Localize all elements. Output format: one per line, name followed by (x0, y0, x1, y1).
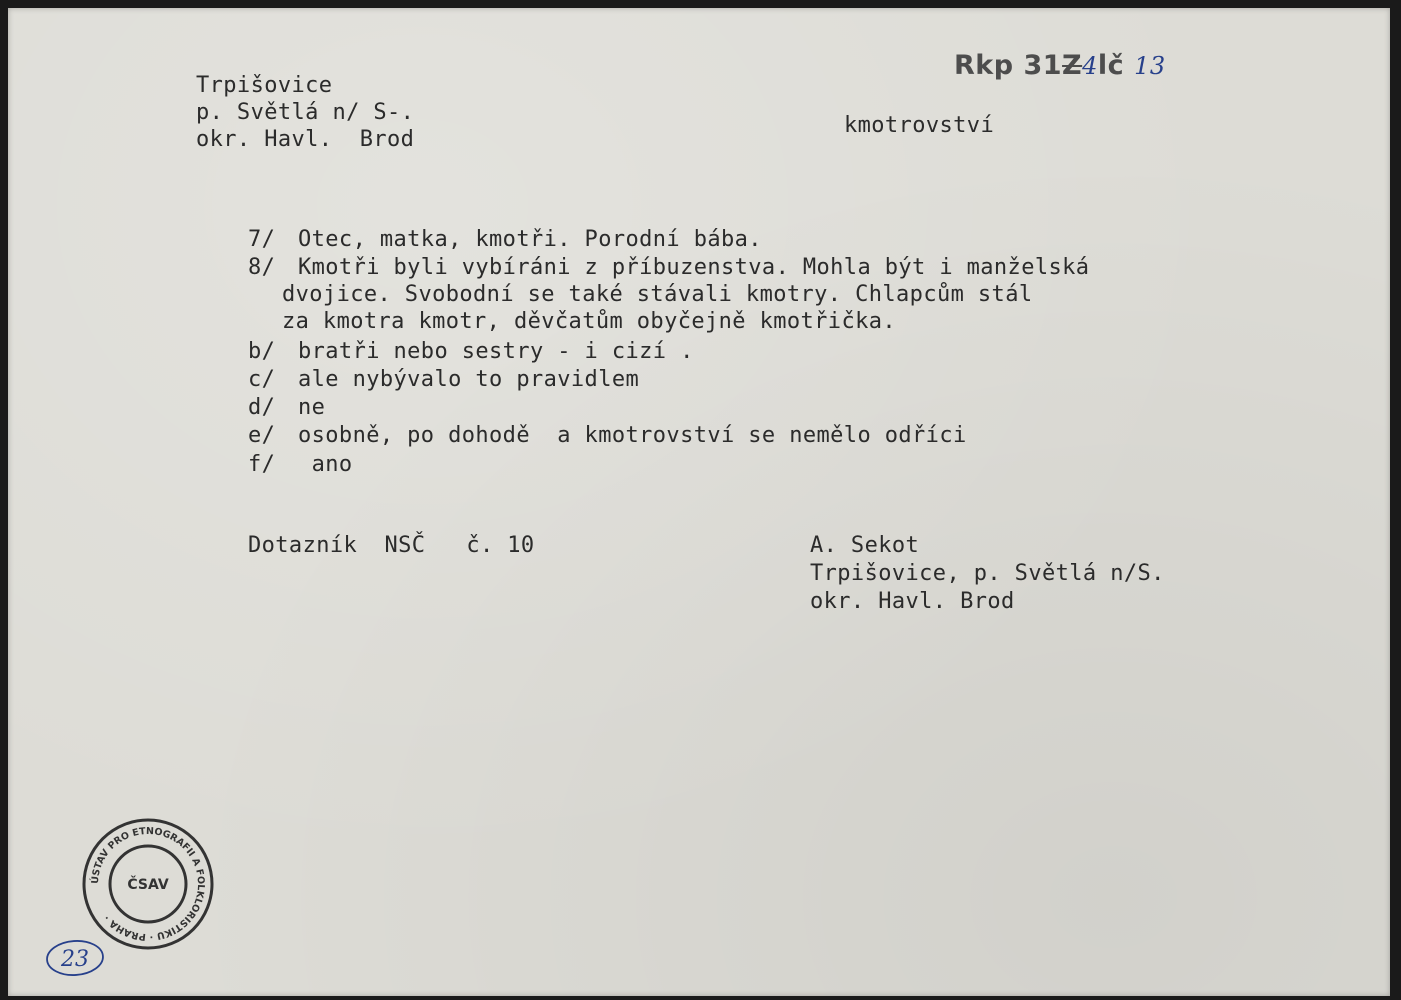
page-number: 23 (61, 947, 89, 972)
answer-label: c/ (248, 367, 276, 392)
place-line: p. Světlá n/ S-. (196, 100, 415, 125)
page-number-circle (44, 938, 106, 978)
answer-text: osobně, po dohodě a kmotrovství se nemělo odříci (298, 423, 967, 448)
answer-text: dvojice. Svobodní se také stávali kmotry. Chlapcům stál (282, 282, 1033, 307)
author-line: Trpišovice, p. Světlá n/S. (810, 561, 1165, 586)
answer-label: b/ (248, 339, 276, 364)
shelfmark-struck-digit: Z (1062, 50, 1083, 81)
shelfmark-suffix: lč (1097, 50, 1125, 81)
shelfmark-handwritten-correction: 4 (1082, 52, 1098, 80)
author-line: okr. Havl. Brod (810, 589, 1015, 614)
answer-label: 7/ (248, 227, 276, 252)
answer-label: f/ (248, 452, 276, 477)
shelfmark (954, 50, 1166, 81)
author-line: A. Sekot (810, 533, 920, 558)
shelfmark-prefix: Rkp 31 (954, 50, 1063, 81)
answer-text: ne (298, 395, 326, 420)
institution-stamp (80, 816, 216, 952)
archive-card (8, 8, 1390, 996)
questionnaire-reference: Dotazník NSČ č. 10 (248, 533, 535, 558)
stamp-center-text: ČSAV (127, 877, 169, 893)
answer-text: za kmotra kmotr, děvčatům obyčejně kmotřička. (282, 309, 897, 334)
answer-text: ale nybývalo to pravidlem (298, 367, 640, 392)
answer-label: d/ (248, 395, 276, 420)
answer-text: Kmotři byli vybíráni z příbuzenstva. Mohla být i manželská (298, 255, 1090, 280)
place-line: Trpišovice (196, 73, 333, 98)
answer-label: 8/ (248, 255, 276, 280)
topic-title: kmotrovství (844, 113, 995, 138)
answer-label: e/ (248, 423, 276, 448)
answer-text: ano (298, 452, 353, 477)
place-line: okr. Havl. Brod (196, 127, 415, 152)
answer-text: bratři nebo sestry - i cizí . (298, 339, 694, 364)
stamp-ring-text: ÚSTAV PRO ETNOGRAFII A FOLKLORISTIKU · PRAHA · (89, 825, 207, 943)
answer-text: Otec, matka, kmotři. Porodní bába. (298, 227, 762, 252)
shelfmark-handwritten-number: 13 (1134, 52, 1166, 80)
